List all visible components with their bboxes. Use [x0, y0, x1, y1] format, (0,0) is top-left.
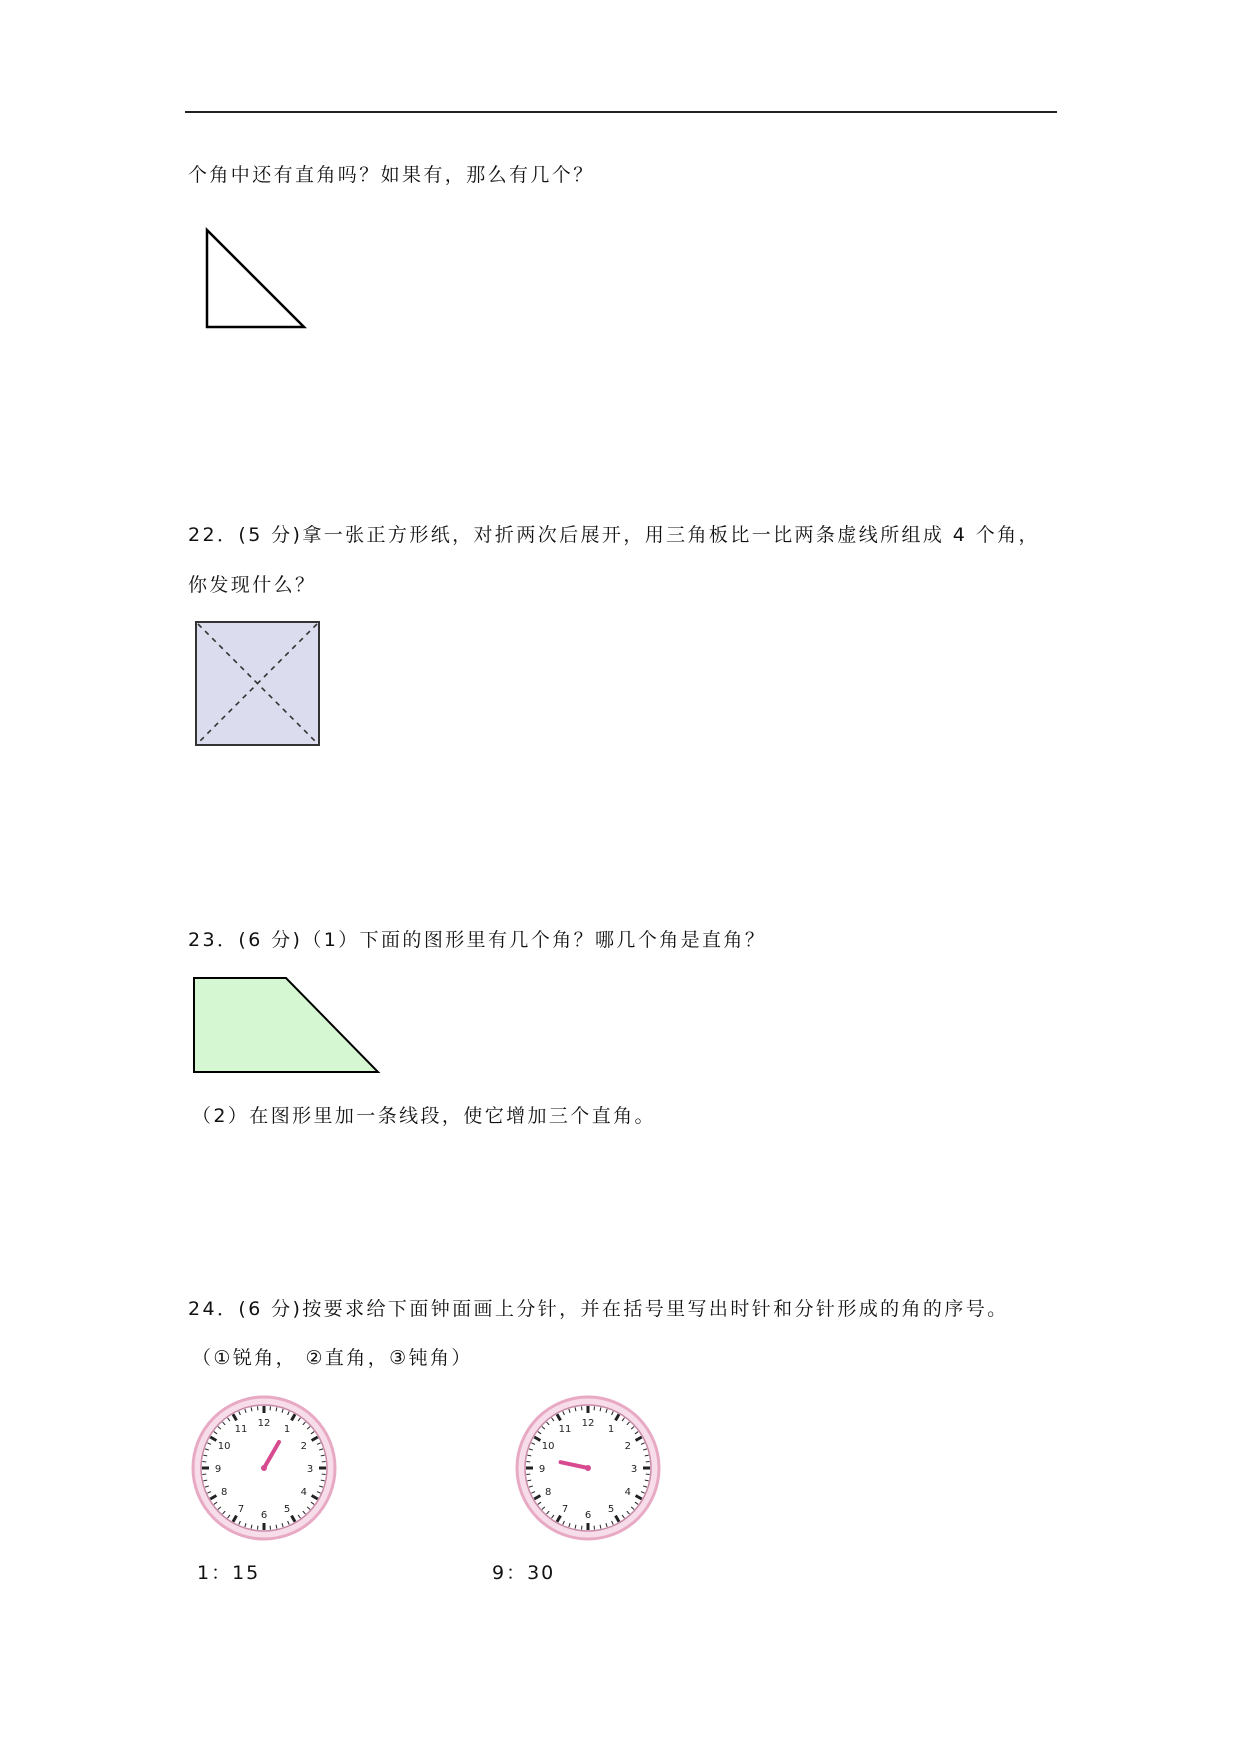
clock-number: 7 — [561, 1503, 569, 1515]
clock-face-1 — [190, 1394, 338, 1542]
q22-line1: 22．(5 分)拿一张正方形纸，对折两次后展开，用三角板比一比两条虚线所组成 4 个角， — [188, 524, 1040, 546]
clock-number: 1 — [283, 1424, 291, 1436]
clock-number: 4 — [300, 1487, 308, 1498]
q23-part2: （2）在图形里加一条线段，使它增加三个直角。 — [192, 1105, 656, 1127]
right-trapezoid — [194, 978, 378, 1072]
q21-text: 个角中还有直角吗？如果有，那么有几个？ — [188, 164, 595, 186]
folded-square-figure — [194, 620, 322, 748]
clock-number: 1 — [607, 1424, 615, 1436]
clock-number: 8 — [544, 1487, 552, 1498]
clock-number: 7 — [237, 1503, 245, 1515]
clock-number: 6 — [260, 1510, 268, 1521]
clock-2-time-label: 9：30 — [492, 1562, 556, 1584]
clock-face-2 — [514, 1394, 662, 1542]
trapezoid-figure — [192, 976, 382, 1076]
clock-number: 5 — [607, 1503, 615, 1515]
clock-number: 11 — [234, 1424, 248, 1436]
clock-number: 9 — [214, 1464, 222, 1475]
clock-number: 5 — [283, 1503, 291, 1515]
clock-number: 9 — [538, 1464, 546, 1475]
right-triangle — [207, 230, 304, 327]
clock-number: 12 — [257, 1418, 271, 1429]
q22-line2: 你发现什么？ — [188, 574, 317, 596]
clock-center — [585, 1465, 591, 1471]
clock-number: 10 — [217, 1441, 231, 1452]
q23-line1: 23．(6 分)（1）下面的图形里有几个角？哪几个角是直角？ — [188, 929, 767, 951]
clock-number: 4 — [624, 1487, 632, 1498]
clock-1-time-label: 1：15 — [197, 1562, 261, 1584]
clock-number: 3 — [306, 1464, 314, 1475]
header-rule — [185, 111, 1057, 113]
clock-number: 3 — [630, 1464, 638, 1475]
clock-number: 2 — [300, 1441, 308, 1452]
q24-options: （①锐角， ②直角，③钝角） — [192, 1347, 473, 1369]
right-triangle-figure — [200, 225, 310, 331]
clock-center — [261, 1465, 267, 1471]
q24-line1: 24．(6 分)按要求给下面钟面画上分针，并在括号里写出时针和分针形成的角的序号。 — [188, 1298, 1009, 1320]
clock-number: 8 — [220, 1487, 228, 1498]
clock-number: 2 — [624, 1441, 632, 1452]
clock-number: 6 — [584, 1510, 592, 1521]
clock-number: 12 — [581, 1418, 595, 1429]
clock-number: 10 — [541, 1441, 555, 1452]
clock-number: 11 — [558, 1424, 572, 1436]
